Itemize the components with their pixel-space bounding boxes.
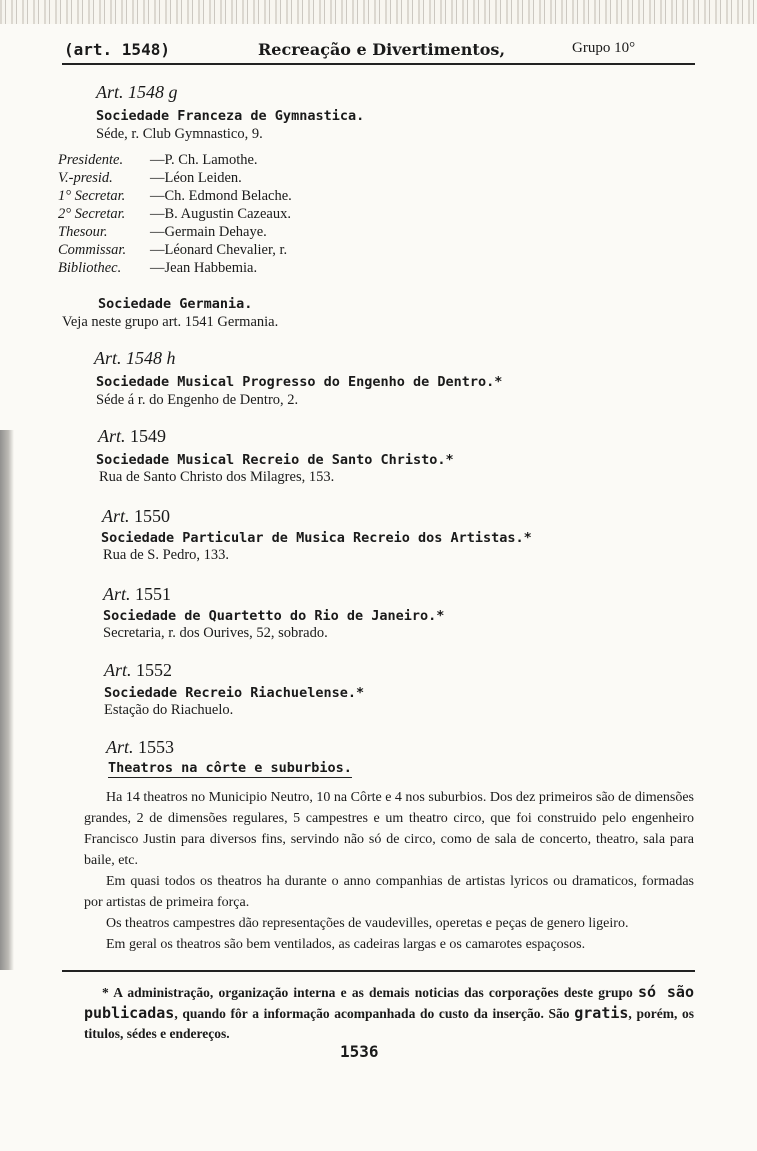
page-number: 1536 bbox=[340, 1042, 379, 1061]
officer-name: —Germain Dehaye. bbox=[150, 224, 267, 240]
society-address: Secretaria, r. dos Ourives, 52, sobrado. bbox=[103, 625, 328, 641]
officer-title: 2° Secretar. bbox=[58, 206, 126, 222]
society-address: Veja neste grupo art. 1541 Germania. bbox=[62, 314, 279, 330]
scan-edge-shadow bbox=[0, 430, 14, 970]
article-label: Art. bbox=[104, 660, 132, 680]
scan-noise-top bbox=[0, 0, 757, 24]
article-number: 1550 bbox=[134, 506, 171, 526]
theatres-text bbox=[84, 787, 694, 955]
officer-row bbox=[58, 260, 257, 277]
officer-name: —P. Ch. Lamothe. bbox=[150, 152, 258, 168]
article-heading bbox=[98, 426, 166, 447]
society-address: Séde, r. Club Gymnastico, 9. bbox=[96, 126, 263, 142]
officer-row bbox=[58, 242, 287, 259]
officer-title: Commissar. bbox=[58, 242, 127, 258]
officer-name: —Léon Leiden. bbox=[150, 170, 242, 186]
article-heading bbox=[102, 506, 170, 527]
officer-name: —Léonard Chevalier, r. bbox=[150, 242, 288, 258]
officer-title: V.-presid. bbox=[58, 170, 113, 186]
article-heading bbox=[106, 737, 174, 758]
header-group: Grupo 10° bbox=[572, 40, 636, 56]
article-label: Art. bbox=[102, 506, 130, 526]
article-number: 1552 bbox=[136, 660, 173, 680]
article-heading bbox=[96, 82, 178, 103]
society-name: Sociedade Recreio Riachuelense.* bbox=[104, 685, 365, 701]
paragraph: Em quasi todos os theatros ha durante o anno companhias de artistas lyricos ou dramaticos, formadas por artistas de primeira força. bbox=[84, 874, 694, 910]
footnote-rule bbox=[62, 970, 695, 972]
header-rule bbox=[62, 63, 695, 65]
footnote-emphasis: gratis bbox=[574, 1004, 629, 1022]
society-address: Rua de Santo Christo dos Milagres, 153. bbox=[99, 469, 335, 485]
society-address: Séde á r. do Engenho de Dentro, 2. bbox=[96, 392, 299, 408]
officer-name: —Ch. Edmond Belache. bbox=[150, 188, 292, 204]
officer-row bbox=[58, 152, 258, 169]
society-name: Sociedade de Quartetto do Rio de Janeiro.* bbox=[103, 608, 445, 624]
officer-name: —B. Augustin Cazeaux. bbox=[150, 206, 291, 222]
paragraph: Os theatros campestres dão representações de vaudevilles, operetas e peças de genero ligeiro. bbox=[106, 916, 629, 931]
footnote-text: , quando fôr a informação acompanhada do custo da inserção. São bbox=[174, 1006, 570, 1021]
officer-row bbox=[58, 206, 291, 223]
society-name: Sociedade Particular de Musica Recreio dos Artistas.* bbox=[101, 530, 532, 546]
society-name: Sociedade Franceza de Gymnastica. bbox=[96, 108, 365, 124]
officer-name: —Jean Habbemia. bbox=[150, 260, 258, 276]
article-label: Art. bbox=[106, 737, 134, 757]
society-name: Sociedade Musical Recreio de Santo Christo.* bbox=[96, 452, 454, 468]
article-label: Art. bbox=[94, 348, 122, 368]
society-name: Sociedade Musical Progresso do Engenho de Dentro.* bbox=[96, 374, 503, 390]
society-address: Rua de S. Pedro, 133. bbox=[103, 547, 230, 563]
officer-title: Thesour. bbox=[58, 224, 108, 240]
footnote-emphasis: só são publicadas bbox=[84, 983, 694, 1022]
officer-row bbox=[58, 188, 292, 205]
article-label: Art. bbox=[103, 584, 131, 604]
header-article-ref: (art. 1548) bbox=[64, 40, 170, 59]
footnote-text: , porém, os titulos, sédes e endereços. bbox=[84, 1006, 695, 1041]
article-number: 1553 bbox=[138, 737, 175, 757]
article-number: 1549 bbox=[130, 426, 167, 446]
article-heading bbox=[94, 348, 176, 369]
paragraph: Em geral os theatros são bem ventilados, as cadeiras largas e os camarotes espaçosos. bbox=[106, 937, 586, 952]
paragraph: Ha 14 theatros no Municipio Neutro, 10 na Côrte e 4 nos suburbios. Dos dez primeiros são de dimensões grandes, 2 de dimensões regulares, 5 campestres e um theatro circo, que foi construido pelo engenheiro Francisco Justin para diversos fins, servindo não só de circo, como de sala de concerto, theatro, sala para baile, etc. bbox=[84, 790, 694, 868]
article-label: Art. bbox=[98, 426, 126, 446]
article-heading bbox=[104, 660, 172, 681]
article-number: 1551 bbox=[135, 584, 172, 604]
article-heading bbox=[103, 584, 171, 605]
footnote-text: * A administração, organização interna e as demais noticias das corporações deste grupo bbox=[102, 985, 633, 1000]
society-name: Sociedade Germania. bbox=[98, 296, 253, 312]
article-number: 1548 h bbox=[126, 348, 176, 368]
officer-title: 1° Secretar. bbox=[58, 188, 126, 204]
article-label: Art. bbox=[96, 82, 124, 102]
article-number: 1548 g bbox=[128, 82, 178, 102]
society-address: Estação do Riachuelo. bbox=[104, 702, 234, 718]
officer-title: Bibliothec. bbox=[58, 260, 122, 276]
header-title: Recreação e Divertimentos, bbox=[258, 40, 506, 59]
section-title: Theatros na côrte e suburbios. bbox=[108, 760, 352, 776]
footnote bbox=[84, 982, 694, 1044]
officer-row bbox=[58, 170, 242, 187]
officer-title: Presidente. bbox=[58, 152, 124, 168]
officer-row bbox=[58, 224, 267, 241]
